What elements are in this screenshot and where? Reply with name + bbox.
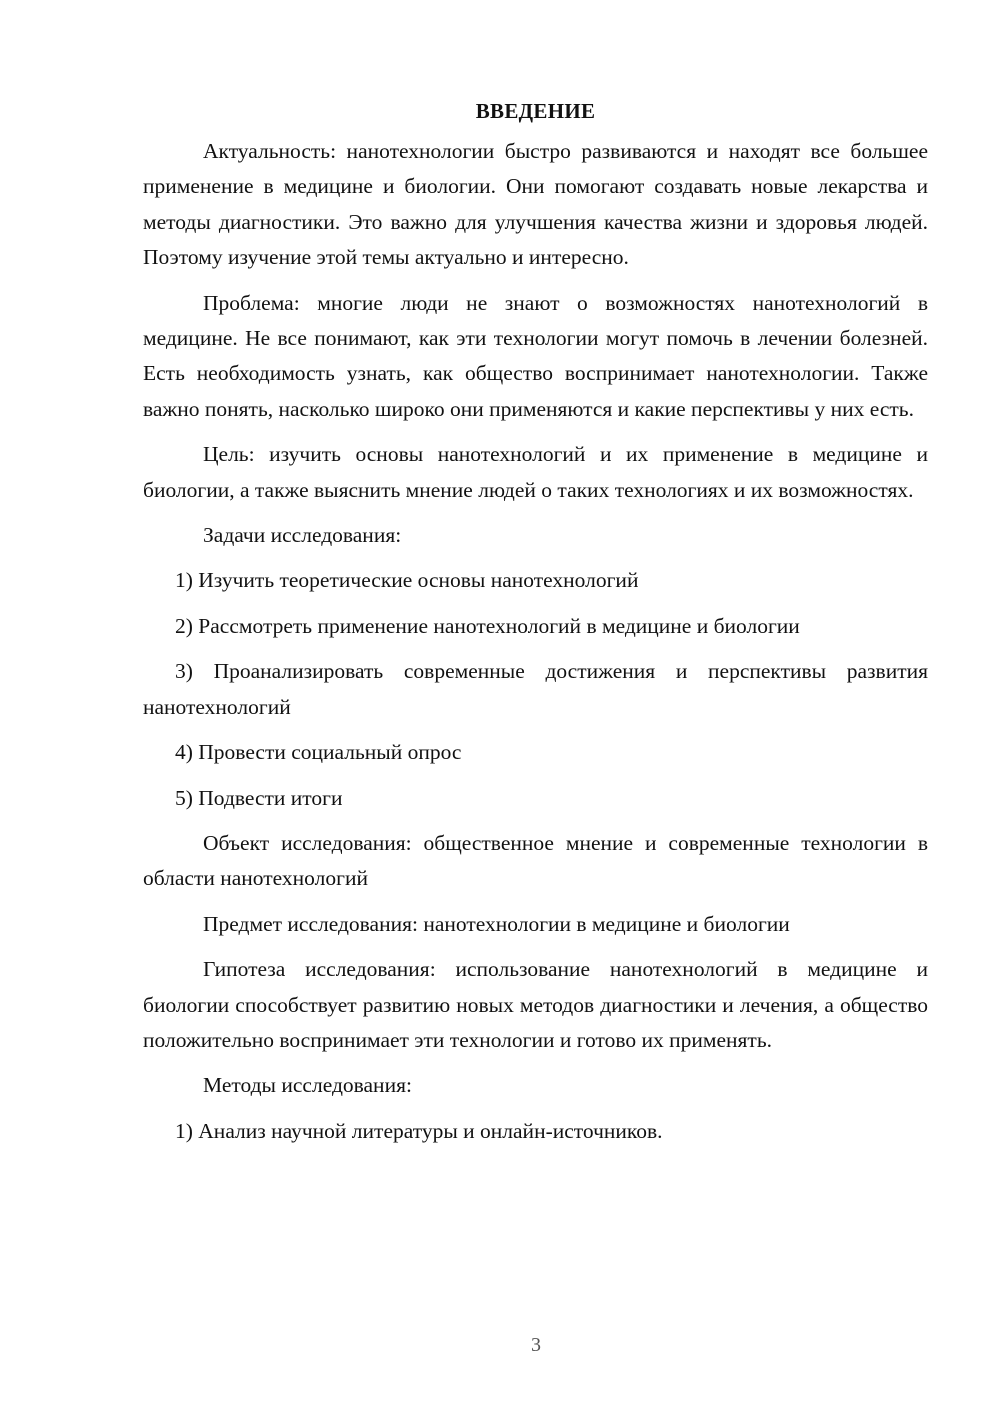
- task-item-4: 4) Провести социальный опрос: [175, 740, 462, 765]
- object-paragraph: Объект исследования: общественное мнение и современные технологии в области нанотехнологий: [143, 830, 928, 891]
- hypothesis-paragraph: Гипотеза исследования: использование нанотехнологий в медицине и биологии способствует развитию новых методов диагностики и лечения, а общество положительно воспринимает эти технологии и готово их применять.: [143, 957, 928, 1052]
- tasks-heading: Задачи исследования:: [203, 523, 402, 548]
- page-number: 3: [531, 1334, 541, 1356]
- relevance-paragraph: Актуальность: нанотехнологии быстро развиваются и находят все большее применение в медицине и биологии. Они помогают создавать новые лекарства и методы диагностики. Это важно для улучшения качества жизни и здоровья людей. Поэтому изучение этой темы актуально и интересно.: [143, 139, 928, 270]
- page-title: ВВЕДЕНИЕ: [475, 99, 596, 123]
- methods-heading: Методы исследования:: [203, 1073, 412, 1098]
- method-item-1: 1) Анализ научной литературы и онлайн-источников.: [175, 1118, 663, 1143]
- task-item-2: 2) Рассмотреть применение нанотехнологий в медицине и биологии: [175, 613, 800, 638]
- task-item-3: 3) Проанализировать современные достижения и перспективы развития нанотехнологий: [143, 659, 928, 719]
- document-body: [143, 96, 928, 1159]
- task-item-5: 5) Подвести итоги: [175, 785, 343, 810]
- task-item-1: 1) Изучить теоретические основы нанотехнологий: [175, 568, 639, 593]
- problem-paragraph: Проблема: многие люди не знают о возможностях нанотехнологий в медицине. Не все понимают, как эти технологии могут помочь в лечении болезней. Есть необходимость узнать, как общество воспринимает нанотехнологии. Также важно понять, насколько широко они применяются и какие перспективы у них есть.: [143, 290, 928, 421]
- subject-paragraph: Предмет исследования: нанотехнологии в медицине и биологии: [203, 911, 790, 936]
- goal-paragraph: Цель: изучить основы нанотехнологий и их применение в медицине и биологии, а также выяснить мнение людей о таких технологиях и их возможностях.: [143, 442, 928, 502]
